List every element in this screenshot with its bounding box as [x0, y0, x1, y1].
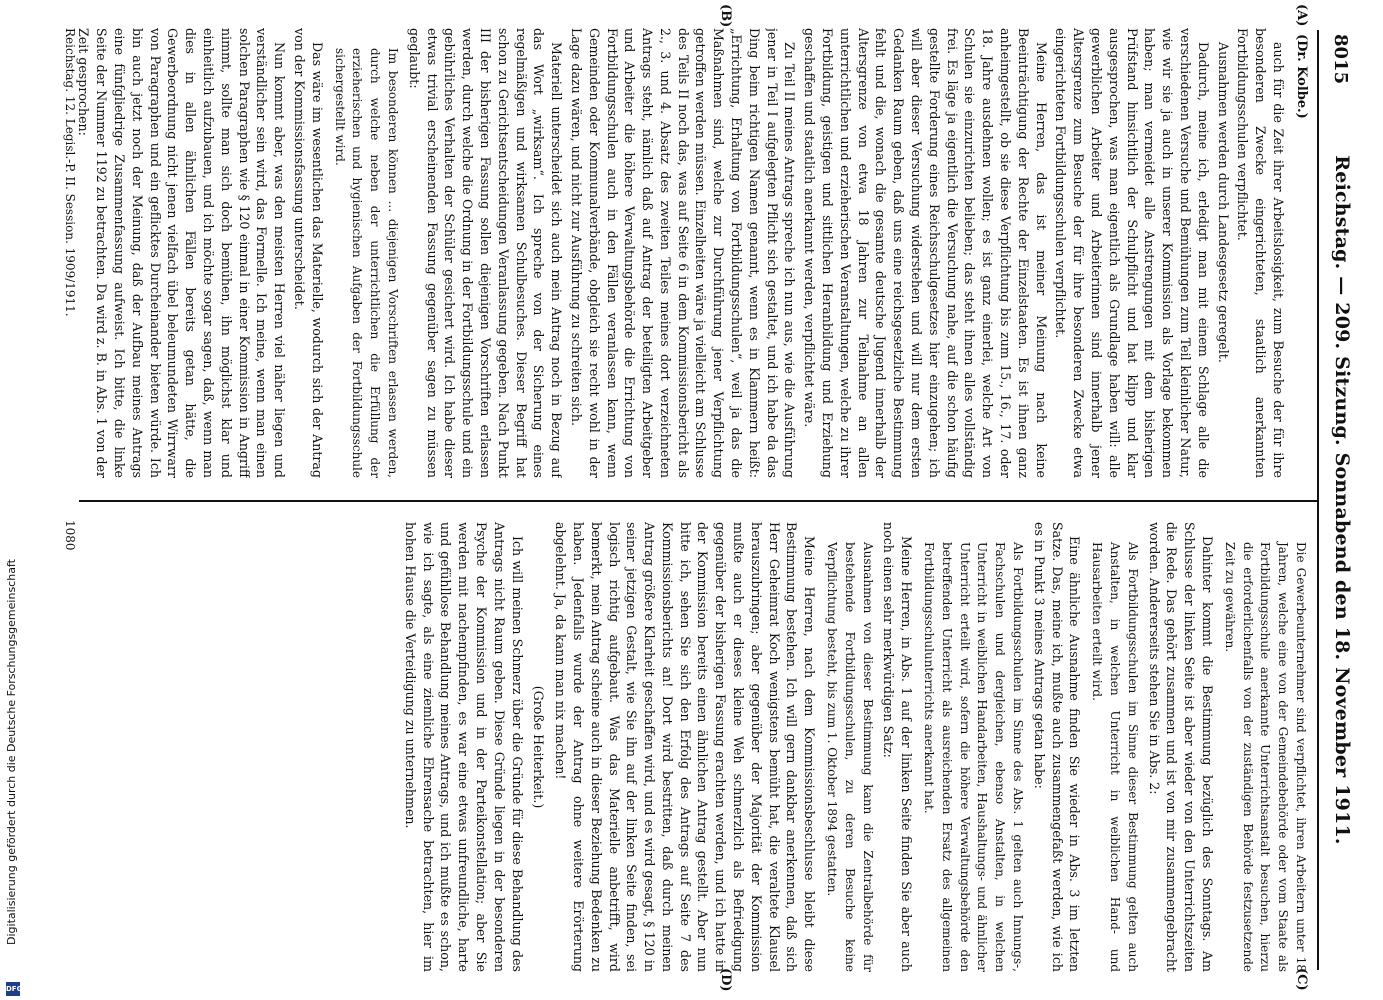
paragraph: Materiell unterscheidet sich auch mein Antrag noch in Bezug auf das Wort „wirksam“. Ich spreche von der Sicherung eines regelmäßigen und wirksamen Schulbesuches. Dieser Begriff hat schon zu Gerichtsentscheidungen Veranlassung gegeben. Nach Punkt III der bisherigen Fassung sollen diejenigen Vorschriften erlassen werden, durch welche die Ordnung in der Fortbildungsschule und ein gebührliches Verhalten der Schüler gesichert wird. Ich habe dieser etwas trivial erscheinenden Fassung gegenüber sagen zu müssen geglaubt:	[406, 28, 565, 478]
quoted-paragraph: Als Fortbildungsschulen im Sinne dieser Bestimmung gelten auch Anstalten, in welchen Unterricht in weiblichen Hand- und Hausarbeiten erteilt wird.	[1090, 542, 1140, 972]
quoted-paragraph: Die Gewerbeunternehmer sind verpflichtet, ihren Arbeitern unter 18 Jahren, welche eine von der Gemeindebehörde oder vom Staate als Fortbildungsschule anerkannte Unterrichtsanstalt besuchen, hierzu die erforderlichenfalls von der zuständigen Behörde festzusetzende Zeit zu gewähren.	[1222, 542, 1308, 972]
page-title: Reichstag. — 209. Sitzung. Sonnabend den 18. November 1911.	[1331, 155, 1353, 845]
column-divider	[79, 500, 1319, 502]
quoted-paragraph: Im besonderen können ... diejenigen Vorschriften erlassen werden, durch welche neben der unterrichtlichen die Erfüllung der erzieherischen und hygienischen Aufgaben der Fortbildungsschule sichergestellt wird.	[332, 48, 400, 478]
digitization-note	[2, 0, 22, 1000]
speaker-label: (Dr. Kolbe.)	[1294, 34, 1309, 119]
page-header	[1317, 30, 1359, 970]
quoted-paragraph: Ausnahmen von dieser Bestimmung kann die Zentralbehörde für bestehende Fortbildungsschulen, zu deren Besuche keine Verpflichtung besteht, bis zum 1. Oktober 1894 gestatten.	[825, 542, 875, 972]
paragraph: Nun kommt aber, was den meisten Herren viel näher liegen und verständlicher sein wird, das Formelle. Ich meine, wenn man einen solchen Paragraphen wie § 120 einmal in einer Kommission in Angriff nimmt, sollte man sich doch bemühen, ihn möglichst klar und einheitlich aufzubauen, und ich möchte sogar sagen, daß, wenn man dies in allen ähnlichen Fällen bereits getan hätte, die Gewerbeordnung nicht jenen vielfach übel beleumundeten Wirrwarr von Paragraphen und ein geflicktes Durcheinander bieten würde. Ich bin auch jetzt noch der Meinung, daß der Aufbau meines Antrags eine fünfgliedrige Zusammenfassung aufweist. Ich bitte, die linke Seite der Nummer 1192 zu betrachten. Da wird z. B. in Abs. 1 von der Zeit gesprochen:	[76, 28, 288, 478]
paragraph: Das wäre im wesentlichen das Materielle, wodurch sich der Antrag von der Kommissionsfassung unterscheidet.	[291, 28, 325, 478]
paragraph: Ausnahmen werden durch Landesgesetz geregelt.	[1215, 42, 1231, 363]
paragraph: Meine Herren, in Abs. 1 auf der linken Seite finden Sie aber auch noch einen sehr merkwürdigen Satz:	[881, 522, 915, 972]
margin-marker-d: (D)	[718, 968, 733, 992]
interjection: (Große Heiterkeit.)	[531, 685, 547, 809]
footer-source: Reichstag. 12. Legisl.-P. II. Session. 1909/1911.	[63, 28, 77, 317]
paragraph: Zu Teil II meines Antrags spreche ich nun aus, wie die Ausführung jener in Teil I aufgelegten Pflicht sich gestaltet, und ich habe da das Ding beim richtigen Namen genannt, wenn es in Klammern heißt: „Errichtung, Erhaltung von Fortbildungsschulen“, weil ja das die Maßnahmen sind, welche zur Durchführung jener Verpflichtung getroffen werden müssen. Einzelheiten wäre ja vielleicht am Schlusse des Teils II noch das, was auf Seite 6 in dem Kommissionsbericht als 2., 3. und 4. Absatz des zweiten Teiles meines dort verzeichneten Antrags steht, nämlich daß auf Antrag der beteiligten Arbeitgeber und Arbeiter die höhere Verwaltungsbehörde die Errichtung von Fortbildungsschulen auch in den Fällen veranlassen kann, wenn Gemeinden oder Kommunalverbände, obgleich sie recht wohl in der Lage dazu wären, und nicht zur Ausführung zu schreiten sich.	[568, 28, 798, 478]
paragraph: Dadurch, meine ich, erledigt man mit einem Schlage alle die verschiedenen Versuche und Bemühungen zum Teil kleinlicher Natur, wie wir sie ja auch in unserer Kommission als Vorlage bekommen haben; man vermeidet alle Anstrengungen mit dem bisherigen Prüfstand hinsichtlich der Schulpflicht und hat klipp und klar ausgesprochen, was man eigentlich als Grundlage haben will: alle gewerblichen Arbeiter und Arbeiterinnen sind innerhalb jener Altersgrenze zum Besuche der für ihre besonderen Zwecke etwa eingerichteten Fortbildungsschulen verpflichtet.	[1053, 28, 1211, 478]
margin-marker-a: (A)	[1294, 4, 1309, 27]
paragraph: Dahinter kommt die Bestimmung bezüglich des Sonntags. Am Schlusse der linken Seite ist aber wieder von den Unterrichtszeiten die Rede. Das gehört zusammen und ist von mir zusammengebracht worden. Andererseits stehen Sie in Abs. 2:	[1146, 522, 1216, 972]
margin-marker-c: (C)	[1294, 968, 1309, 991]
paragraph: Ich will meinen Schmerz über die Gründe für diese Behandlung des Antrags nicht Raum geben. Diese Gründe liegen in der besonderen Psyche der Kommission und in der Parteikonstellation; aber Sie werden mit nachempfinden, es war eine etwas unfreundliche, harte und gefühllose Behandlung meines Antrags, und ich mußte es schon, wie ich sagte, als eine ziemliche Ehrensache betrachten, hier im hohen Hause die Verteidigung zu unternehmen.	[402, 522, 525, 972]
paragraph: Meine Herren, nach dem Kommissionsbeschlusse bleibt diese Bestimmung bestehen. Ich will gern dankbar anerkennen, daß sich Herr Geheimrat Koch wenigstens bemüht hat, die veraltete Klausel herauszubringen; aber gegenüber der Majorität der Kommission mußte auch er dieses kleine Weh schmerzlich als Befriedigung gegenüber der bisherigen Fassung erachten werden, und ich hatte in der Kommission bereits einen ähnlichen Antrag gestellt. Aber nun bitte ich, sehen Sie sich den Erfolg des Antrags auf Seite 7 des Kommissionsberichts an! Dort wird bestritten, daß durch meinen Antrag größere Klarheit geschaffen wird, und es wird gesagt, § 120 in seiner jetzigen Gestalt, wie Sie ihn auf der linken Seite finden, sei logisch richtig aufgebaut. Was das Materielle anbetrifft, wird bemerkt, mein Antrag scheine auch in dieser Beziehung Bedenken zu haben. Jedenfalls wurde der Antrag ohne weitere Erörterung abgelehnt. Ja, da kann man nix machen!	[553, 522, 818, 972]
quoted-paragraph: Als Fortbildungsschulen im Sinne des Abs. 1 gelten auch Innungs-, Fachschulen und dergleichen, ebenso Anstalten, in welchen Unterricht in weiblichen Handarbeiten, Haushaltungs- und ähnlicher Unterricht erteilt wird, sofern die höhere Verwaltungsbehörde den betreffenden Unterricht als ausreichenden Ersatz des allgemeinen Fortbildungsschulunterrichts anerkannt hat.	[922, 542, 1026, 972]
paragraph: Eine ähnliche Ausnahme finden Sie wieder in Abs. 3 im letzten Satze. Das, meine ich, mußte auch zusammengefaßt werden, wie ich es in Punkt 3 meines Antrags getan habe:	[1031, 522, 1083, 972]
footer-page-number: 1080	[63, 520, 77, 551]
paragraph: auch für die Zeit ihrer Arbeitslosigkeit, zum Besuche der für ihre besonderen Zwecke eingerichteten, staatlich anerkannten Fortbildungsschulen verpflichtet.	[1235, 28, 1286, 478]
left-column	[57, 28, 1287, 478]
digitization-note-text: Digitalisierung gefördert durch die Deutsche Forschungsgemeinschaft	[5, 559, 18, 945]
page-number: 8015	[1330, 34, 1351, 85]
paragraph: Meine Herren, das ist meiner Meinung nach keine Beeinträchtigung der Rechte der Einzelstaaten. Es ist ihnen ganz anheimgestellt, ob sie diese Verpflichtung bis zum 15., 16., 17. oder 18. Jahre ausdehnen wollen; es ist ganz einerlei, welche Art von Schulen sie einzurichten belieben; das steht ihnen alles vollständig frei. Es läge ja eigentlich die Versuchung nahe, auf die schon häufig gestellte Forderung eines Reichsschulgesetzes hier einzugehen; ich will aber dieser Versuchung widerstehen und will nur dem ersten Gedanken Raum geben, daß uns eine reichsgesetzliche Bestimmung fehlt und die, wonach die gesamte deutsche Jugend innerhalb der Altersgrenze von etwa 18 Jahren zur Teilnahme an allen unterrichtlichen und erzieherischen Veranstaltungen, welche zu ihrer Fortbildung, geistigen und sittlichen Heranbildung und Erziehung geschaffen und staatlich anerkannt werden, verpflichtet wäre.	[802, 28, 1049, 478]
margin-marker-b: (B)	[718, 4, 733, 28]
right-column	[83, 522, 1313, 972]
dfg-logo-icon: DFG	[6, 982, 20, 996]
